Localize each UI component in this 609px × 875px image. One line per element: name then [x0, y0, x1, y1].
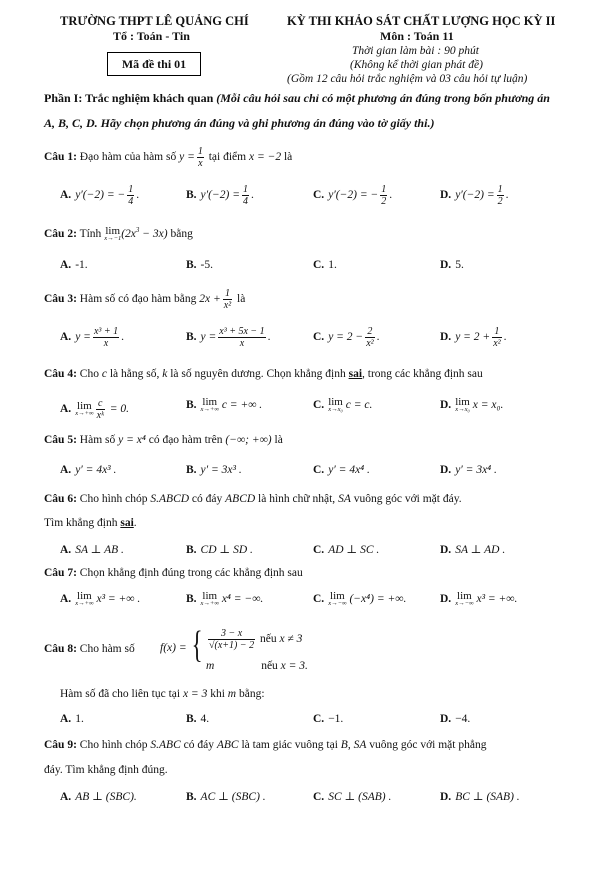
question-3: Câu 3: Hàm số có đạo hàm bằng 2x + $\frac{1}{\text{x²}}$ là [44, 288, 246, 311]
part1-instruction-2: A, B, C, D. Hãy chọn phương án đúng và ghi phương án đúng vào tờ giấy thi.) [44, 116, 435, 130]
exam-time: Thời gian làm bài : 90 phút [352, 45, 479, 57]
q4-option-d[interactable]: D. lim x→x₀ x = x₀. [440, 396, 504, 413]
school-name: TRƯỜNG THPT LÊ QUẢNG CHÍ [60, 14, 249, 28]
part1-instruction-1: (Mỗi câu hỏi sau chỉ có một phương án đúng trong bốn phương án [216, 91, 550, 105]
q6-option-c[interactable]: C. AD ⊥ SC . [313, 544, 380, 556]
q1-option-c[interactable]: C. y′(−2) = − $\frac{1}{2}$ . [313, 184, 393, 207]
q2-option-c[interactable]: C. 1. [313, 259, 337, 271]
question-2: Câu 2: Tính lim x→−1 $(2x^3 - 3x)$ bằng [44, 224, 193, 242]
q8-option-a[interactable]: A. 1. [60, 713, 84, 725]
q8-option-d[interactable]: D. −4. [440, 713, 471, 725]
exam-composition: (Gồm 12 câu hỏi trắc nghiệm và 03 câu hỏi tự luận) [287, 73, 528, 85]
q1-option-a[interactable]: A. y′(−2) = − $\frac{1}{4}$ . [60, 184, 140, 207]
question-8: Câu 8: Cho hàm số [44, 643, 135, 655]
q6-option-a[interactable]: A. SA ⊥ AB . [60, 544, 124, 556]
question-6-line2: Tìm khẳng định sai. [44, 517, 137, 529]
q2-option-b[interactable]: B. -5. [186, 259, 214, 271]
q7-option-a[interactable]: A. lim x→+∞ x³ = +∞ . [60, 590, 141, 607]
q4-option-b[interactable]: B. lim x→+∞ c = +∞ . [186, 396, 263, 413]
q4-option-a[interactable]: A. lim x→+∞ $\frac{c}{\text{xᵏ}}$ = 0. [60, 398, 129, 421]
exam-title: KỲ THI KHẢO SÁT CHẤT LƯỢNG HỌC KỲ II [287, 14, 556, 28]
question-9: Câu 9: Cho hình chóp S.ABC có đáy ABC là tam giác vuông tại B, SA vuông góc với mặt phẳng [44, 739, 487, 751]
q5-option-d[interactable]: D. y′ = 3x⁴ . [440, 464, 497, 476]
q5-option-c[interactable]: C. y′ = 4x⁴ . [313, 464, 370, 476]
q3-option-a[interactable]: A. y = $\frac{\text{x³ + 1}}{x}$ . [60, 326, 124, 349]
question-1: Câu 1: Đạo hàm của hàm số y = $\frac{1}{x}$ tại điểm x = −2 là [44, 146, 293, 169]
q4-option-c[interactable]: C. lim x→x₀ c = c. [313, 396, 373, 413]
question-6: Câu 6: Cho hình chóp S.ABCD có đáy ABCD là hình chữ nhật, SA vuông góc với mặt đáy. [44, 493, 462, 505]
q3-option-d[interactable]: D. y = 2 + $\frac{1}{\text{x²}}$ . [440, 326, 507, 349]
question-9-line2: đáy. Tìm khẳng định đúng. [44, 764, 168, 776]
q2-option-d[interactable]: D. 5. [440, 259, 464, 271]
question-7: Câu 7: Chọn khẳng định đúng trong các khẳng định sau [44, 567, 303, 579]
q5-option-a[interactable]: A. y′ = 4x³ . [60, 464, 117, 476]
part1-heading [44, 91, 550, 106]
q7-option-b[interactable]: B. lim x→+∞ x⁴ = −∞. [186, 590, 264, 607]
q8-option-b[interactable]: B. 4. [186, 713, 210, 725]
department: Tổ : Toán - Tin [113, 29, 190, 43]
q5-option-b[interactable]: B. y′ = 3x³ . [186, 464, 242, 476]
question-5: Câu 5: Hàm số y = x⁴ có đạo hàm trên (−∞; +∞) là [44, 434, 283, 446]
question-4: Câu 4: Cho c là hằng số, k là số nguyên dương. Chọn khẳng định sai, trong các khẳng định sau [44, 368, 483, 380]
q7-option-c[interactable]: C. lim x→−∞ (−x⁴) = +∞. [313, 590, 407, 607]
q2-option-a[interactable]: A. -1. [60, 259, 88, 271]
q9-option-c[interactable]: C. SC ⊥ (SAB) . [313, 791, 392, 803]
q6-option-d[interactable]: D. SA ⊥ AD . [440, 544, 506, 556]
exam-time-note: (Không kể thời gian phát đề) [350, 59, 483, 71]
q9-option-b[interactable]: B. AC ⊥ (SBC) . [186, 791, 266, 803]
q7-option-d[interactable]: D. lim x→−∞ x³ = +∞. [440, 590, 518, 607]
subject: Môn : Toán 11 [380, 29, 454, 43]
q1-option-b[interactable]: B. y′(−2) = $\frac{1}{4}$ . [186, 184, 254, 207]
q1-option-d[interactable]: D. y′(−2) = $\frac{1}{2}$ . [440, 184, 509, 207]
q3-option-b[interactable]: B. y = $\frac{\text{x³ + 5x − 1}}{x}$ . [186, 326, 271, 349]
part1-title: Phần I: Trắc nghiệm khách quan [44, 91, 214, 105]
q8-option-c[interactable]: C. −1. [313, 713, 344, 725]
q6-option-b[interactable]: B. CD ⊥ SD . [186, 544, 253, 556]
q3-option-c[interactable]: C. y = 2 − $\frac{2}{\text{x²}}$ . [313, 326, 380, 349]
q9-option-d[interactable]: D. BC ⊥ (SAB) . [440, 791, 520, 803]
q9-option-a[interactable]: A. AB ⊥ (SBC). [60, 791, 137, 803]
exam-code-box: Mã đề thi 01 [107, 52, 201, 76]
question-8-line2: Hàm số đã cho liên tục tại x = 3 khi m bằng: [60, 688, 265, 700]
